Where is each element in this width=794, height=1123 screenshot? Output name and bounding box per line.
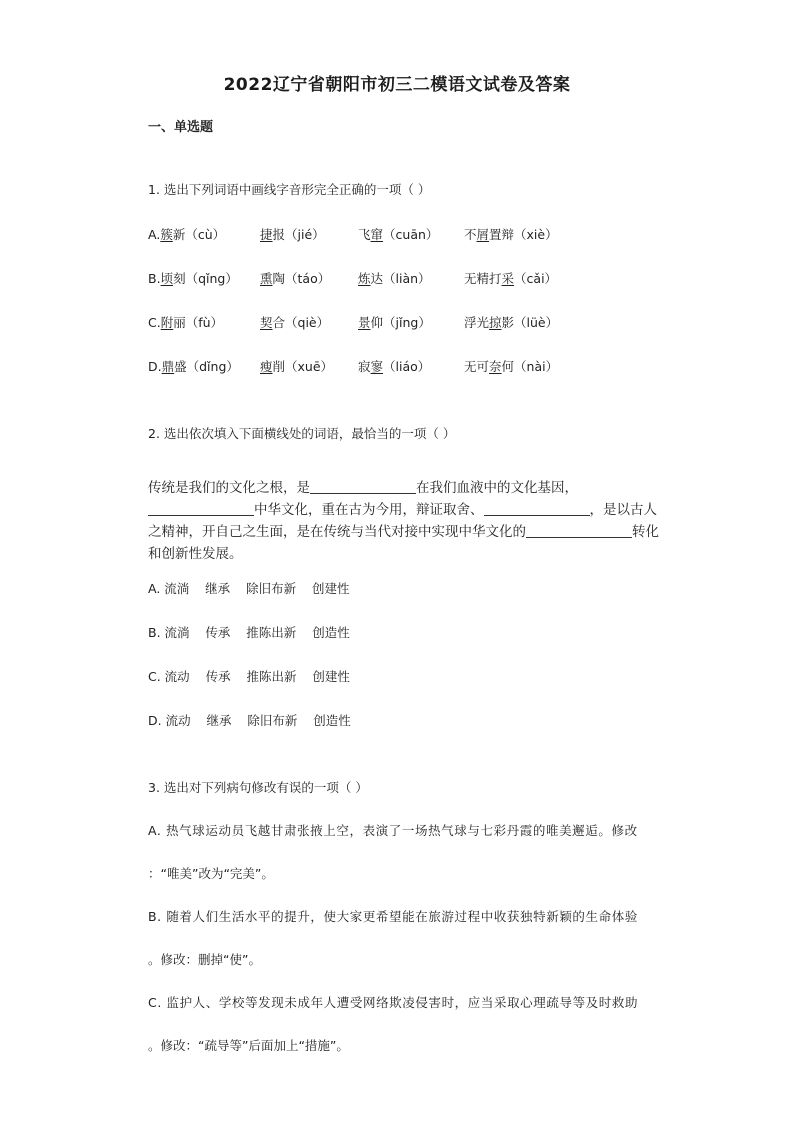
q3-option-c-line2: 。修改：“疏导等”后面加上“措施”。 — [148, 1038, 349, 1053]
q2-option-a[interactable]: A. 流淌 继承 除旧布新 创建性 — [148, 581, 350, 596]
fill-blank-2[interactable] — [148, 501, 254, 516]
exam-page: 2022辽宁省朝阳市初三二模语文试卷及答案 一、单选题 1. 选出下列词语中画线字音形完全正确的一项（ ） A.簇新（cù） 捷报（jié） 飞窜（cuān） 不屑置辩（xiè） B.顷刻（qǐng） 熏陶（táo） 炼达（liàn） 无精打采（cǎi） C.附丽（fù） 契合（qiè） 景仰（jǐng） 浮光掠影（lüè） D.鼎盛（dǐng） 瘦削（xuē） 寂寥（liáo） 无可奈何（nài） 2. 选出依次填入下面横线处的词语，最恰当的一项（ ） 传统是我们的文化之根，是 在我们血液中的文化基因， 中华文化，重在古为今用，辩证取舍、 ，是以古人 之精神，开自己之生面，是在传统与当代对接中实现中华文化的 转化 和创新性发展。 A. 流淌 继承 除旧布新 创建性 B. 流淌 传承 推陈出新 创造性 C. 流动 传承 推陈出新 创建性 D. 流动 继承 除旧布新 创造性 3. 选出对下列病句修改有误的一项（ ） A. 热气球运动员飞越甘肃张掖上空，表演了一场热气球与七彩丹霞的唯美邂逅。修改 ：“唯美”改为“完美”。 B. 随着人们生活水平的提升，使大家更希望能在旅游过程中收获独特新颖的生命体验 。修改：删掉“使”。 C. 监护人、学校等发现未成年人遭受网络欺凌侵害时，应当采取心理疏导等及时救助 。修改：“疏导等”后面加上“措施”。 — [0, 0, 794, 1123]
q2-option-b[interactable]: B. 流淌 传承 推陈出新 创造性 — [148, 625, 350, 640]
q3-option-c-line1[interactable]: C. 监护人、学校等发现未成年人遭受网络欺凌侵害时，应当采取心理疏导等及时救助 — [148, 995, 639, 1010]
q3-option-b-line2: 。修改：删掉“使”。 — [148, 952, 261, 967]
fill-blank-3[interactable] — [484, 501, 590, 516]
q2-option-d[interactable]: D. 流动 继承 除旧布新 创造性 — [148, 713, 351, 728]
q2-option-c[interactable]: C. 流动 传承 推陈出新 创建性 — [148, 669, 350, 684]
question-1-stem: 1. 选出下列词语中画线字音形完全正确的一项（ ） — [148, 182, 431, 197]
fill-blank-1[interactable] — [310, 479, 416, 494]
question-2-stem: 2. 选出依次填入下面横线处的词语，最恰当的一项（ ） — [148, 426, 456, 441]
q3-option-b-line1[interactable]: B. 随着人们生活水平的提升，使大家更希望能在旅游过程中收获独特新颖的生命体验 — [148, 909, 638, 924]
question-3-stem: 3. 选出对下列病句修改有误的一项（ ） — [148, 780, 368, 795]
q2-passage: 传统是我们的文化之根，是 在我们血液中的文化基因， 中华文化，重在古为今用，辩证取舍、 ，是以古人 之精神，开自己之生面，是在传统与当代对接中实现中华文化的 转化 和创新性发展。 — [148, 480, 659, 562]
page-title: 2022辽宁省朝阳市初三二模语文试卷及答案 — [223, 75, 571, 95]
q3-option-a-line2: ：“唯美”改为“完美”。 — [148, 866, 274, 881]
q3-option-a-line1[interactable]: A. 热气球运动员飞越甘肃张掖上空，表演了一场热气球与七彩丹霞的唯美邂逅。修改 — [148, 823, 638, 838]
fill-blank-4[interactable] — [526, 523, 632, 538]
section-heading: 一、单选题 — [148, 120, 214, 135]
